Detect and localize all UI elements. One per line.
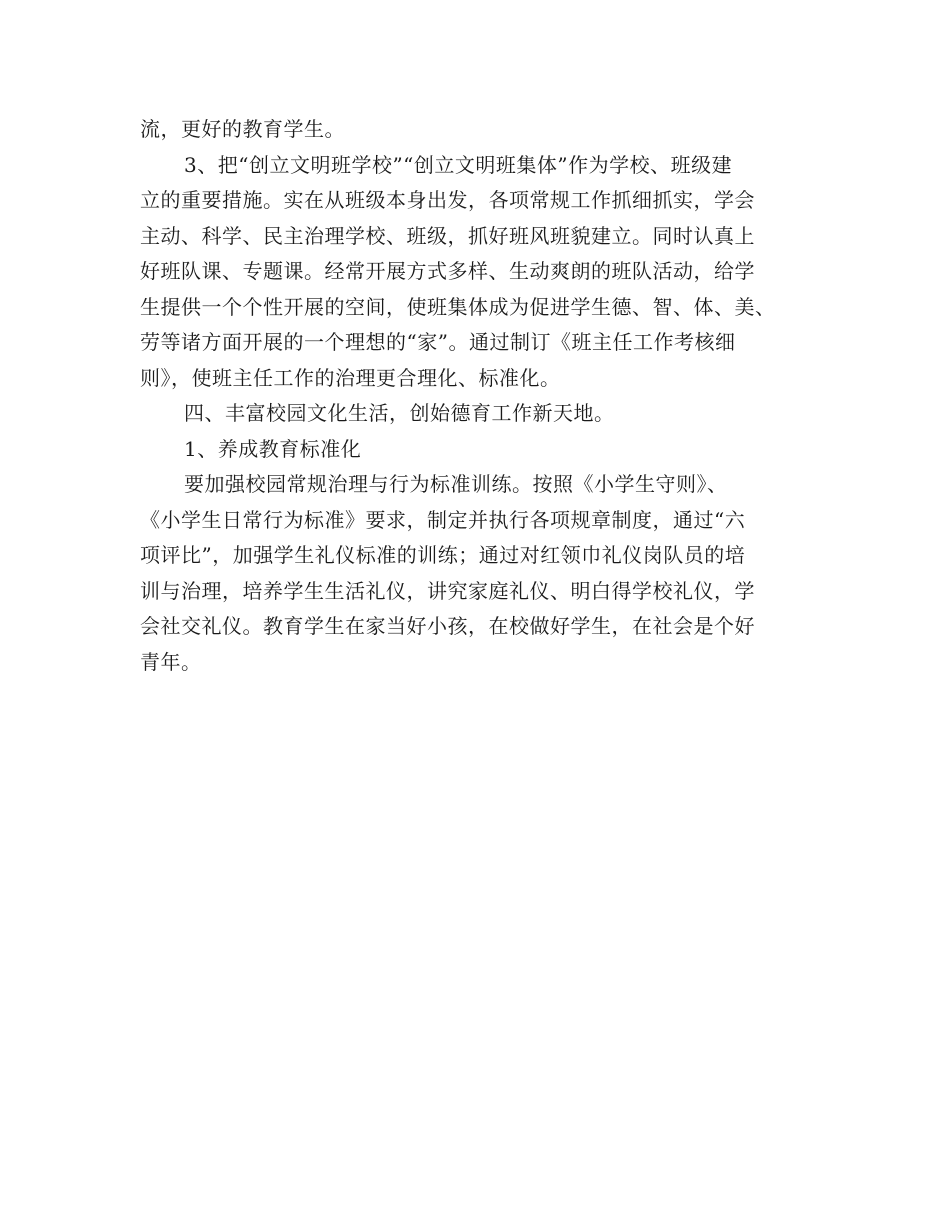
text-line: 训与治理，培养学生生活礼仪，讲究家庭礼仪、明白得学校礼仪，学 — [140, 578, 755, 603]
text-line: 会社交礼仪。教育学生在家当好小孩，在校做好学生，在社会是个好 — [140, 614, 755, 638]
text-line: 则》，使班主任工作的治理更合理化、标准化。 — [140, 365, 561, 390]
text-line: 要加强校园常规治理与行为标准训练。按照《小学生守则》、 — [184, 472, 728, 496]
text-line: 《小学生日常行为标准》要求，制定并执行各项规章制度，通过“六 — [140, 507, 746, 532]
text-line: 3、把“创立文明班学校”“创立文明班集体”作为学校、班级建 — [184, 152, 733, 177]
text-line: 四、丰富校园文化生活，创始德育工作新天地。 — [184, 401, 615, 425]
text-line: 劳等诸方面开展的一个理想的“家”。通过制订《班主任工作考核细 — [140, 330, 736, 354]
document-body — [140, 112, 840, 680]
text-line: 立的重要措施。实在从班级本身出发，各项常规工作抓细抓实，学会 — [140, 188, 755, 212]
text-line: 主动、科学、民主治理学校、班级，抓好班风班貌建立。同时认真上 — [140, 223, 755, 248]
text-line: 流，更好的教育学生。 — [140, 117, 345, 141]
text-line: 项评比”，加强学生礼仪标准的训练；通过对红领巾礼仪岗队员的培 — [140, 543, 746, 567]
text-line: 1、养成教育标准化 — [184, 436, 362, 461]
text-line: 生提供一个个性开展的空间，使班集体成为促进学生德、智、体、美、 — [140, 294, 776, 319]
text-line: 青年。 — [140, 649, 202, 674]
text-line: 好班队课、专题课。经常开展方式多样、生动爽朗的班队活动，给学 — [140, 259, 755, 283]
